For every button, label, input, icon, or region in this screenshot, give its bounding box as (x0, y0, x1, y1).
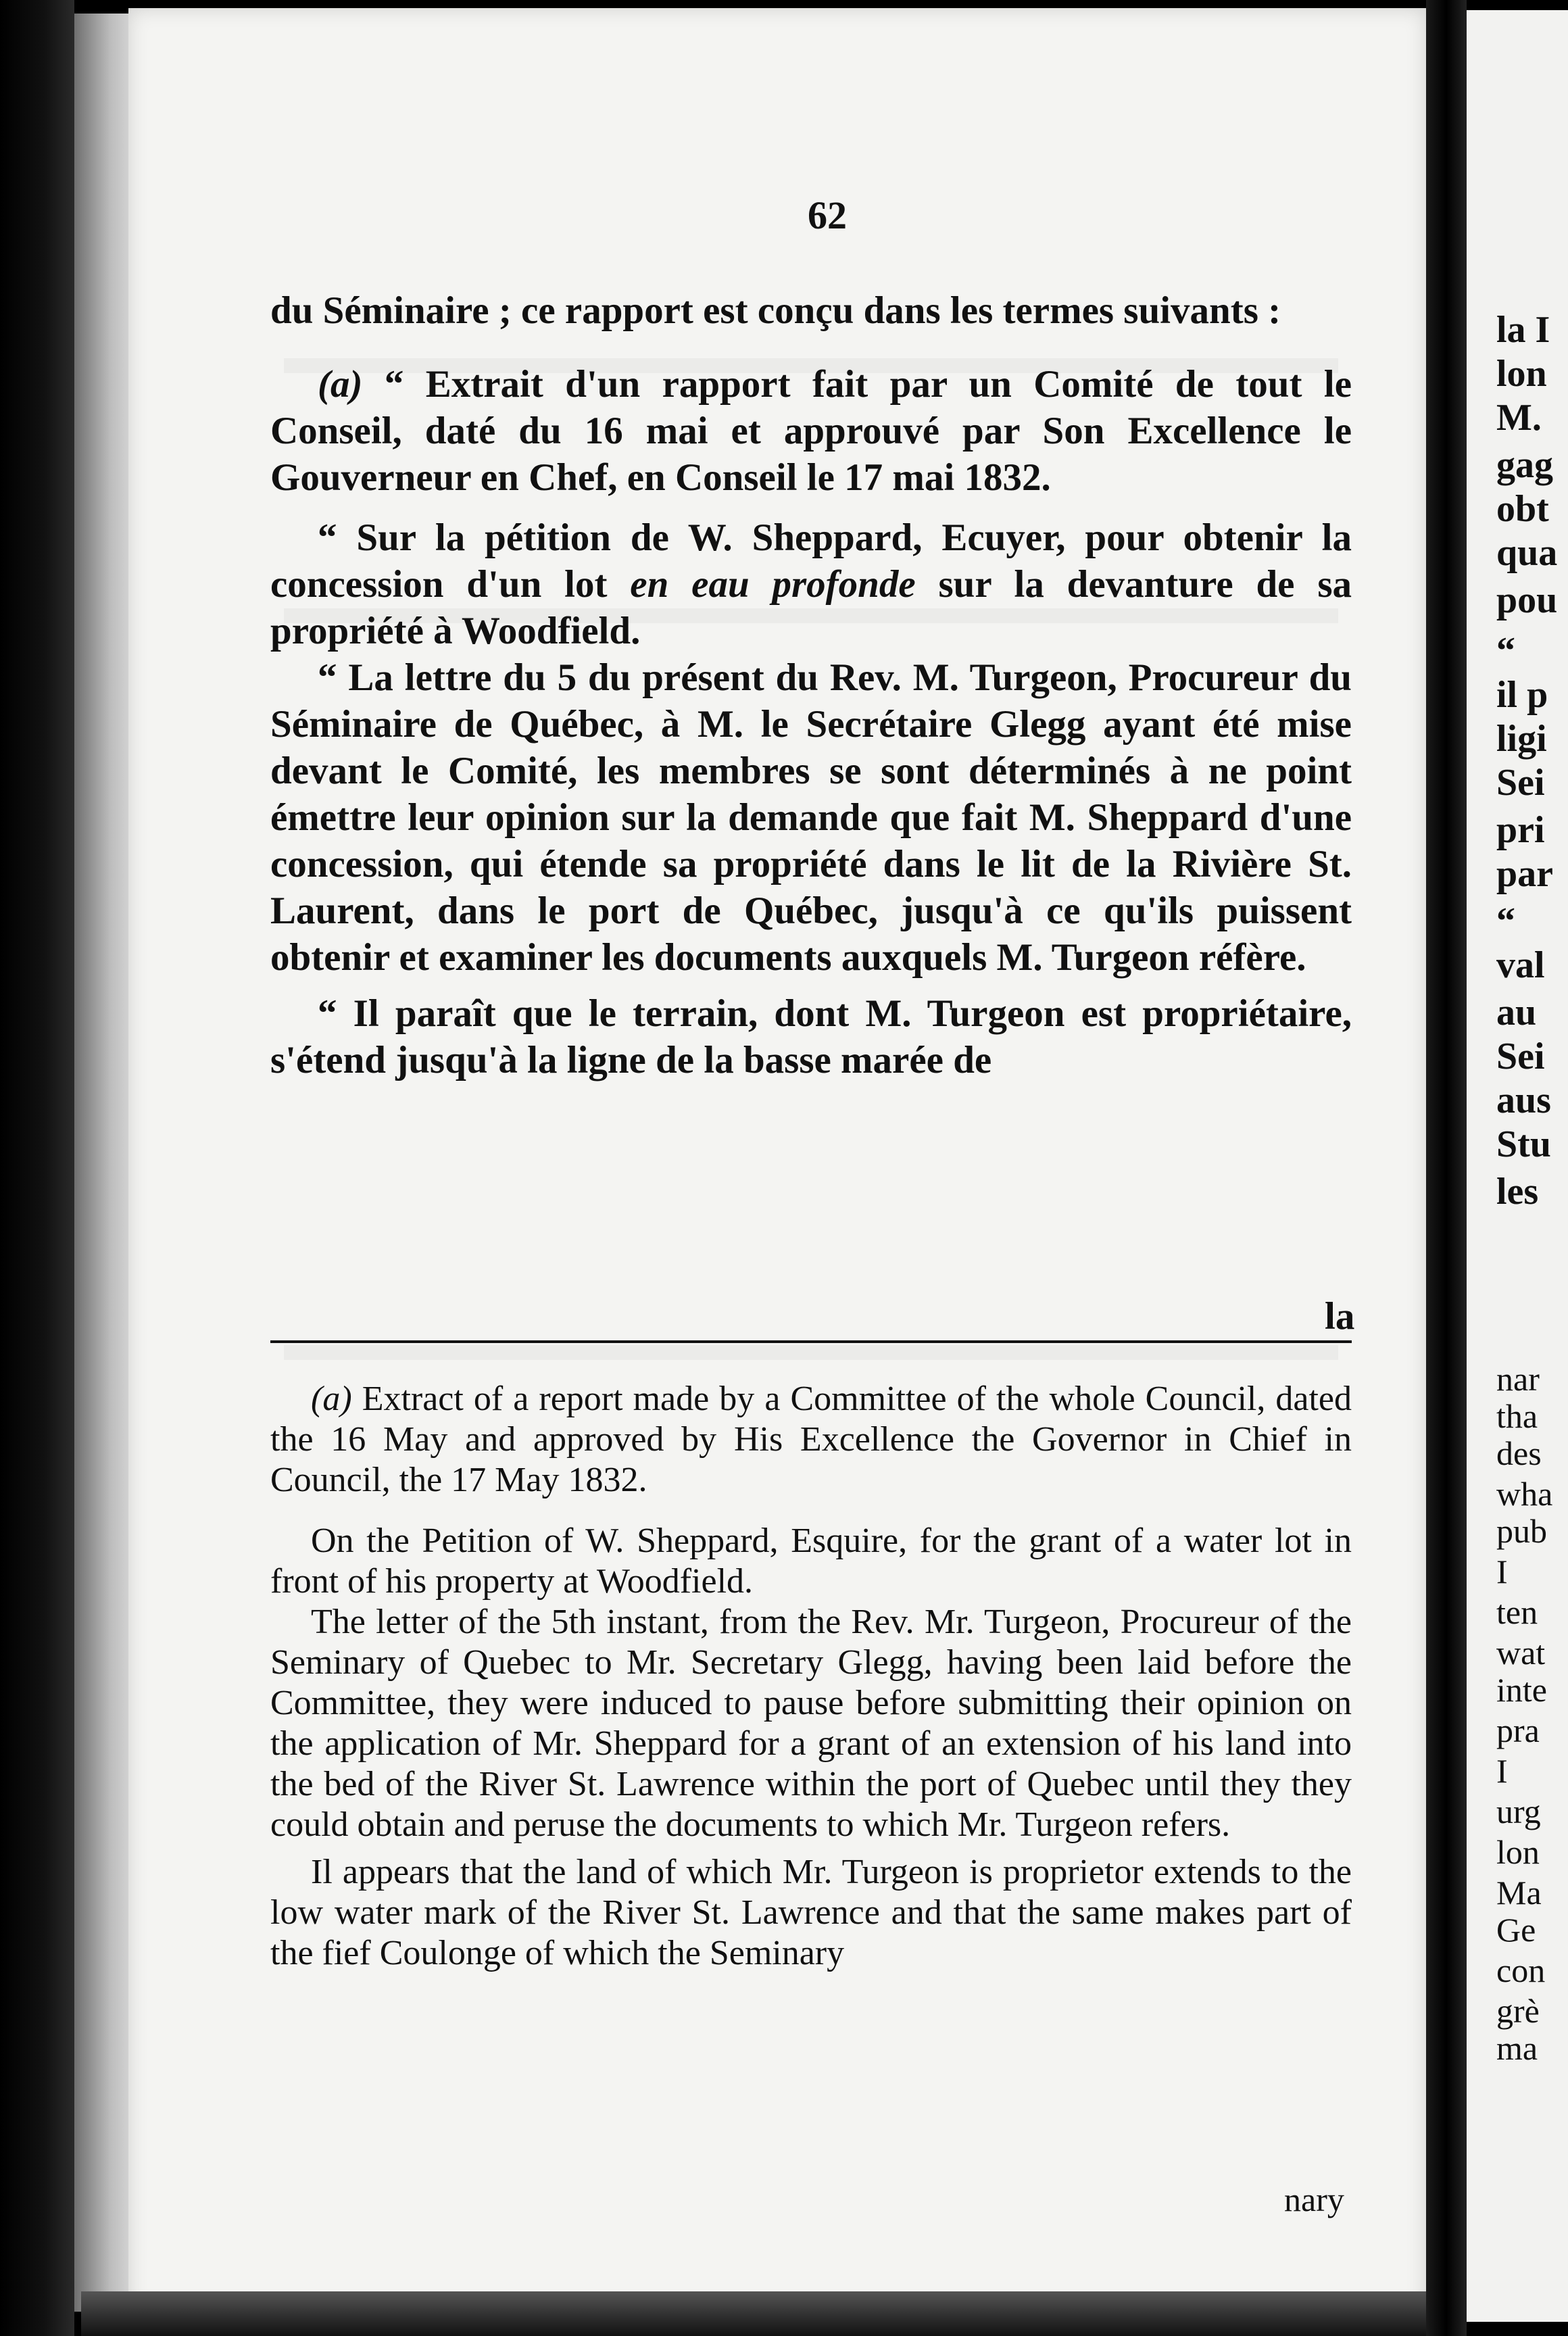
footnote-marker: (a) (318, 363, 363, 406)
facing-page-fragment: obt (1496, 488, 1549, 530)
french-paragraph-1 (270, 514, 1352, 654)
french-paragraph-a-text: “ Extrait d'un rapport fait par un Comité de tout le Conseil, daté du 16 mai et approuvé par Son Excellence le Gouverneur en Chef, en Conseil le 17 mai 1832. (270, 363, 1352, 499)
french-paragraph-2: “ La lettre du 5 du présent du Rev. M. Turgeon, Procureur du Séminaire de Québec, à M. le Secrétaire Glegg ayant été mise devant le Comité, les membres se sont déterminés à ne point émettre leur opinion sur la demande que fait M. Sheppard d'une concession, qui étende sa propriété dans le lit de la Rivière St. Laurent, dans le port de Québec, jusqu'à ce qu'ils puissent obtenir et examiner les documents auxquels M. Turgeon réfère. (270, 656, 1352, 979)
bleed-through (284, 1345, 1338, 1360)
facing-page-fragment: des (1496, 1434, 1542, 1472)
facing-page-fragment: pra (1496, 1711, 1540, 1749)
facing-page-fragment: ligi (1496, 718, 1547, 760)
facing-page-fragment: wat (1496, 1634, 1546, 1672)
facing-page-fragment: Sei (1496, 762, 1545, 804)
facing-page-fragment: Ma (1496, 1874, 1542, 1912)
french-text-block (270, 287, 1352, 1084)
facing-page (1467, 10, 1568, 2322)
facing-page-fragment: “ (1496, 900, 1515, 942)
facing-page-fragment: Stu (1496, 1123, 1551, 1165)
facing-page-fragment: con (1496, 1951, 1546, 1989)
english-paragraph-a-text: Extract of a report made by a Committee of the whole Council, dated the 16 May and approved by His Excellence the Governor in Chief in Council, the 17 May 1832. (270, 1380, 1352, 1499)
facing-page-fragment: val (1496, 944, 1545, 986)
french-catchword: la (1325, 1295, 1355, 1338)
page-bottom-shadow (81, 2291, 1433, 2336)
facing-page-fragment: M. (1496, 397, 1542, 439)
facing-page-fragment: pub (1496, 1512, 1547, 1550)
facing-page-fragment: Sei (1496, 1036, 1545, 1077)
facing-page-fragment: ten (1496, 1593, 1538, 1631)
facing-page-fragment: gag (1496, 444, 1553, 486)
facing-page-fragment: qua (1496, 532, 1558, 574)
footnote-rule (270, 1340, 1352, 1343)
french-paragraph-1-end: sur la devanture de sa propriété à Woodfield. (270, 563, 1352, 652)
facing-page-fragment: ma (1496, 2029, 1538, 2067)
facing-page-fragment: pri (1496, 809, 1545, 851)
french-paragraph-3: “ Il paraît que le terrain, dont M. Turgeon est propriétaire, s'étend jusqu'à la ligne de la basse marée de (270, 992, 1352, 1081)
facing-page-fragment: grè (1496, 1992, 1540, 2030)
facing-page-fragment: lon (1496, 353, 1547, 395)
facing-page-fragment: il p (1496, 674, 1548, 716)
scan-left-border (0, 0, 74, 2336)
french-paragraph-a (270, 361, 1352, 501)
page-number: 62 (808, 193, 847, 237)
facing-page-fragment: I (1496, 1553, 1508, 1590)
french-intro: du Séminaire ; ce rapport est conçu dans les termes suivants : (270, 289, 1281, 332)
english-catchword: nary (1284, 2181, 1344, 2218)
english-paragraph-3: Il appears that the land of which Mr. Turgeon is proprietor extends to the low water mark of the River St. Lawrence and that the same makes part of the fief Coulonge of which the Seminary (270, 1853, 1352, 1972)
facing-page-fragment: inte (1496, 1671, 1547, 1709)
facing-page-fragment: nar (1496, 1360, 1540, 1398)
facing-page-fragment: urg (1496, 1793, 1541, 1830)
english-footnote-block (270, 1379, 1352, 1974)
facing-page-fragment: “ (1496, 630, 1515, 672)
english-paragraph-a (270, 1379, 1352, 1501)
facing-page-fragment: au (1496, 992, 1537, 1033)
english-paragraph-2: The letter of the 5th instant, from the Rev. Mr. Turgeon, Procureur of the Seminary of Quebec to Mr. Secretary Glegg, having been laid before the Committee, they were induced to pause before submitting their opinion on the application of Mr. Sheppard for a grant of an extension of his land into the bed of the River St. Lawrence within the port of Quebec until they they could obtain and peruse the documents to which Mr. Turgeon refers. (270, 1603, 1352, 1844)
facing-page-fragment: les (1496, 1171, 1539, 1213)
facing-page-fragment: aus (1496, 1079, 1551, 1121)
french-paragraph-1-text: “ Sur la pétition de W. Sheppard, Ecuyer, pour obtenir la concession d'un lot (270, 516, 1352, 606)
facing-page-fragment: la I (1496, 309, 1550, 351)
english-paragraph-1: On the Petition of W. Sheppard, Esquire, for the grant of a water lot in front of his property at Woodfield. (270, 1522, 1352, 1601)
book-gutter (1426, 0, 1467, 2336)
footnote-marker-en: (a) (311, 1380, 352, 1418)
french-paragraph-1-italic: en eau profonde (630, 563, 916, 606)
facing-page-fragment: lon (1496, 1833, 1540, 1871)
facing-page-fragment: pou (1496, 579, 1558, 621)
facing-page-fragment: wha (1496, 1475, 1553, 1513)
facing-page-fragment: tha (1496, 1397, 1538, 1435)
page-edge (74, 14, 135, 2312)
facing-page-fragment: par (1496, 853, 1553, 895)
facing-page-fragment: I (1496, 1752, 1508, 1790)
facing-page-fragment: Ge (1496, 1911, 1536, 1949)
